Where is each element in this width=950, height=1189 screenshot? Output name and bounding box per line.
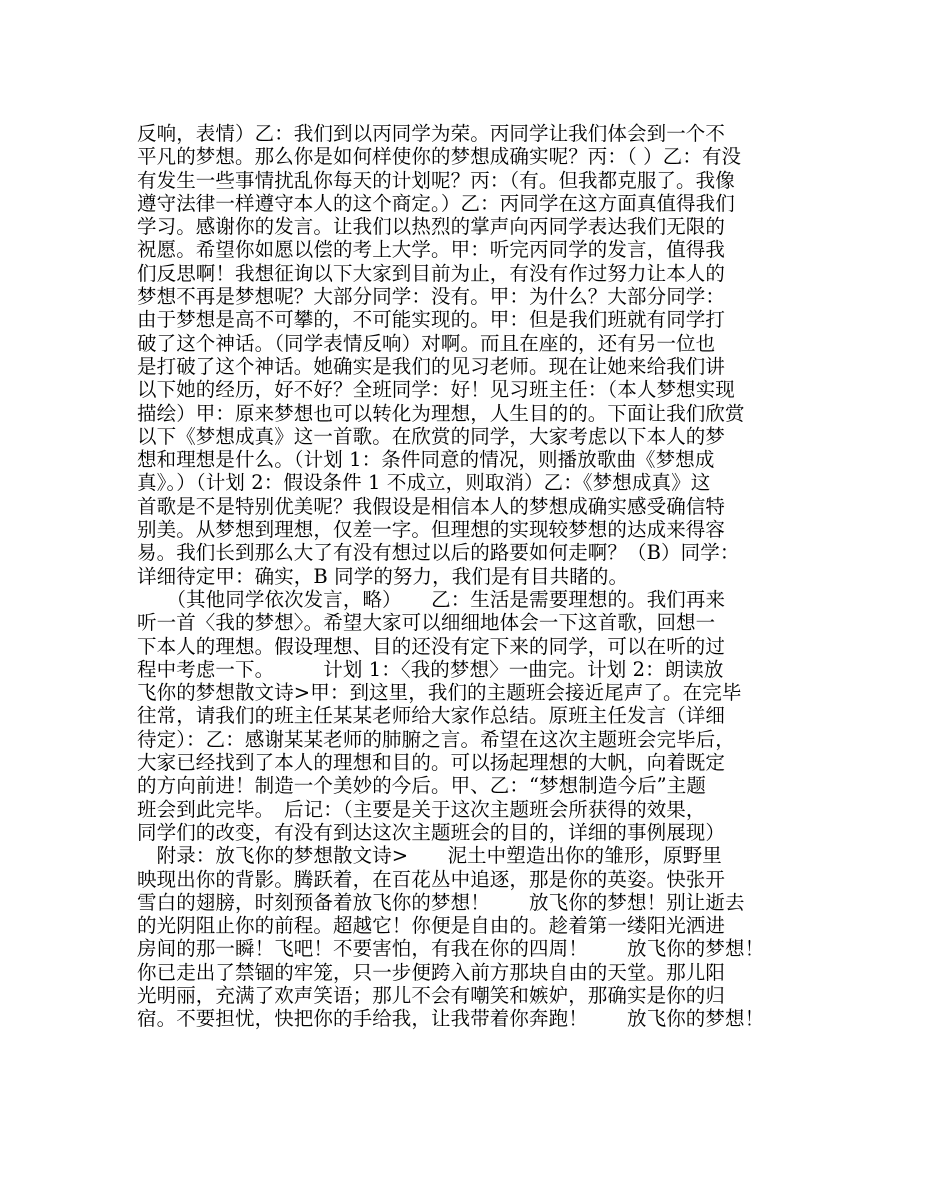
text-line: 们反思啊！我想征询以下大家到目前为止，有没有作过努力让本人的	[137, 261, 726, 285]
text-line: 想和理想是什么。（计划 1：条件同意的情况，则播放歌曲《梦想成	[137, 448, 715, 472]
text-line: 待定）：乙：感谢某某老师的肺腑之言。希望在这次主题班会完毕后，	[137, 727, 735, 751]
text-line: 有发生一些事情扰乱你每天的计划呢？丙：（有。但我都克服了。我像	[137, 168, 735, 192]
text-line: 反响，表情）乙：我们到以丙同学为荣。丙同学让我们体会到一个不	[137, 122, 726, 145]
text-line: 由于梦想是高不可攀的，不可能实现的。甲：但是我们班就有同学打	[137, 308, 726, 332]
text-line: 易。我们长到那么大了有没有想过以后的路要如何走啊？（B）同学：	[137, 541, 740, 565]
text-line: 听一首〈我的梦想〉。希望大家可以细细地体会一下这首歌，回想一	[137, 611, 716, 635]
text-line: 程中考虑一下。 计划 1：〈我的梦想〉一曲完。计划 2：朗读放	[137, 657, 724, 681]
text-line: 下本人的理想。假设理想、目的还没有定下来的同学，可以在听的过	[137, 634, 726, 658]
text-line: 的光阴阻止你的前程。超越它！你便是自由的。趁着第一缕阳光洒进	[137, 914, 726, 938]
text-line: 真》。）（计划 2：假设条件 1 不成立，则取消）乙：《梦想成真》这	[137, 471, 711, 495]
text-line: 房间的那一瞬！飞吧！不要害怕，有我在你的四周！ 放飞你的梦想！	[137, 937, 765, 961]
text-line: 飞你的梦想散文诗>甲：到这里，我们的主题班会接近尾声了。在完毕	[137, 681, 742, 705]
body-text	[137, 122, 827, 1031]
text-line: 的方向前进！制造一个美妙的今后。甲、乙：“梦想制造今后”主题	[137, 774, 706, 798]
text-line: 梦想不再是梦想呢？大部分同学：没有。甲：为什么？大部分同学：	[137, 285, 726, 309]
text-line: 雪白的翅膀，时刻预备着放飞你的梦想！ 放飞你的梦想！别让逝去	[137, 890, 745, 914]
text-line: 平凡的梦想。那么你是如何样使你的梦想成确实呢？丙：（ ）乙：有没	[137, 145, 742, 169]
text-line: 班会到此完毕。 后记：（主要是关于这次主题班会所获得的效果，	[137, 797, 706, 821]
text-line: 是打破了这个神话。她确实是我们的见习老师。现在让她来给我们讲	[137, 354, 726, 378]
text-line: 你已走出了禁锢的牢笼，只一步便跨入前方那块自由的天堂。那儿阳	[137, 960, 726, 984]
text-line: 映现出你的背影。腾跃着，在百花丛中追逐，那是你的英姿。快张开	[137, 867, 726, 891]
text-line: 以下《梦想成真》这一首歌。在欣赏的同学，大家考虑以下本人的梦	[137, 424, 726, 448]
text-line: 附录：放飞你的梦想散文诗> 泥土中塑造出你的雏形，原野里	[137, 844, 722, 868]
text-line: 以下她的经历，好不好？全班同学：好！见习班主任：（本人梦想实现	[137, 378, 735, 402]
text-line: 破了这个神话。（同学表情反响）对啊。而且在座的，还有另一位也	[137, 331, 716, 355]
text-line: 学习。感谢你的发言。让我们以热烈的掌声向丙同学表达我们无限的	[137, 215, 726, 239]
text-line: 宿。不要担忧，快把你的手给我，让我带着你奔跑！ 放飞你的梦想！	[137, 1007, 765, 1031]
text-line: 同学们的改变，有没有到达这次主题班会的目的，详细的事例展现）	[137, 820, 726, 844]
text-line: 祝愿。希望你如愿以偿的考上大学。甲：听完丙同学的发言，值得我	[137, 238, 726, 262]
text-line: 描绘）甲：原来梦想也可以转化为理想，人生目的的。下面让我们欣赏	[137, 401, 745, 425]
text-line: 大家已经找到了本人的理想和目的。可以扬起理想的大帆，向着既定	[137, 751, 726, 775]
text-line: 别美。从梦想到理想，仅差一字。但理想的实现较梦想的达成来得容	[137, 518, 726, 542]
text-line: 光明丽，充满了欢声笑语；那儿不会有嘲笑和嫉妒，那确实是你的归	[137, 983, 726, 1007]
text-line: 首歌是不是特别优美呢？我假设是相信本人的梦想成确实感受确信特	[137, 494, 726, 518]
text-line: 往常，请我们的班主任某某老师给大家作总结。原班主任发言（详细	[137, 704, 726, 728]
text-line: 遵守法律一样遵守本人的这个商定。）乙：丙同学在这方面真值得我们	[137, 191, 735, 215]
text-line: （其他同学依次发言，略） 乙：生活是需要理想的。我们再来	[137, 587, 726, 611]
text-line: 详细待定甲：确实，B 同学的努力，我们是有目共睹的。	[137, 564, 629, 588]
